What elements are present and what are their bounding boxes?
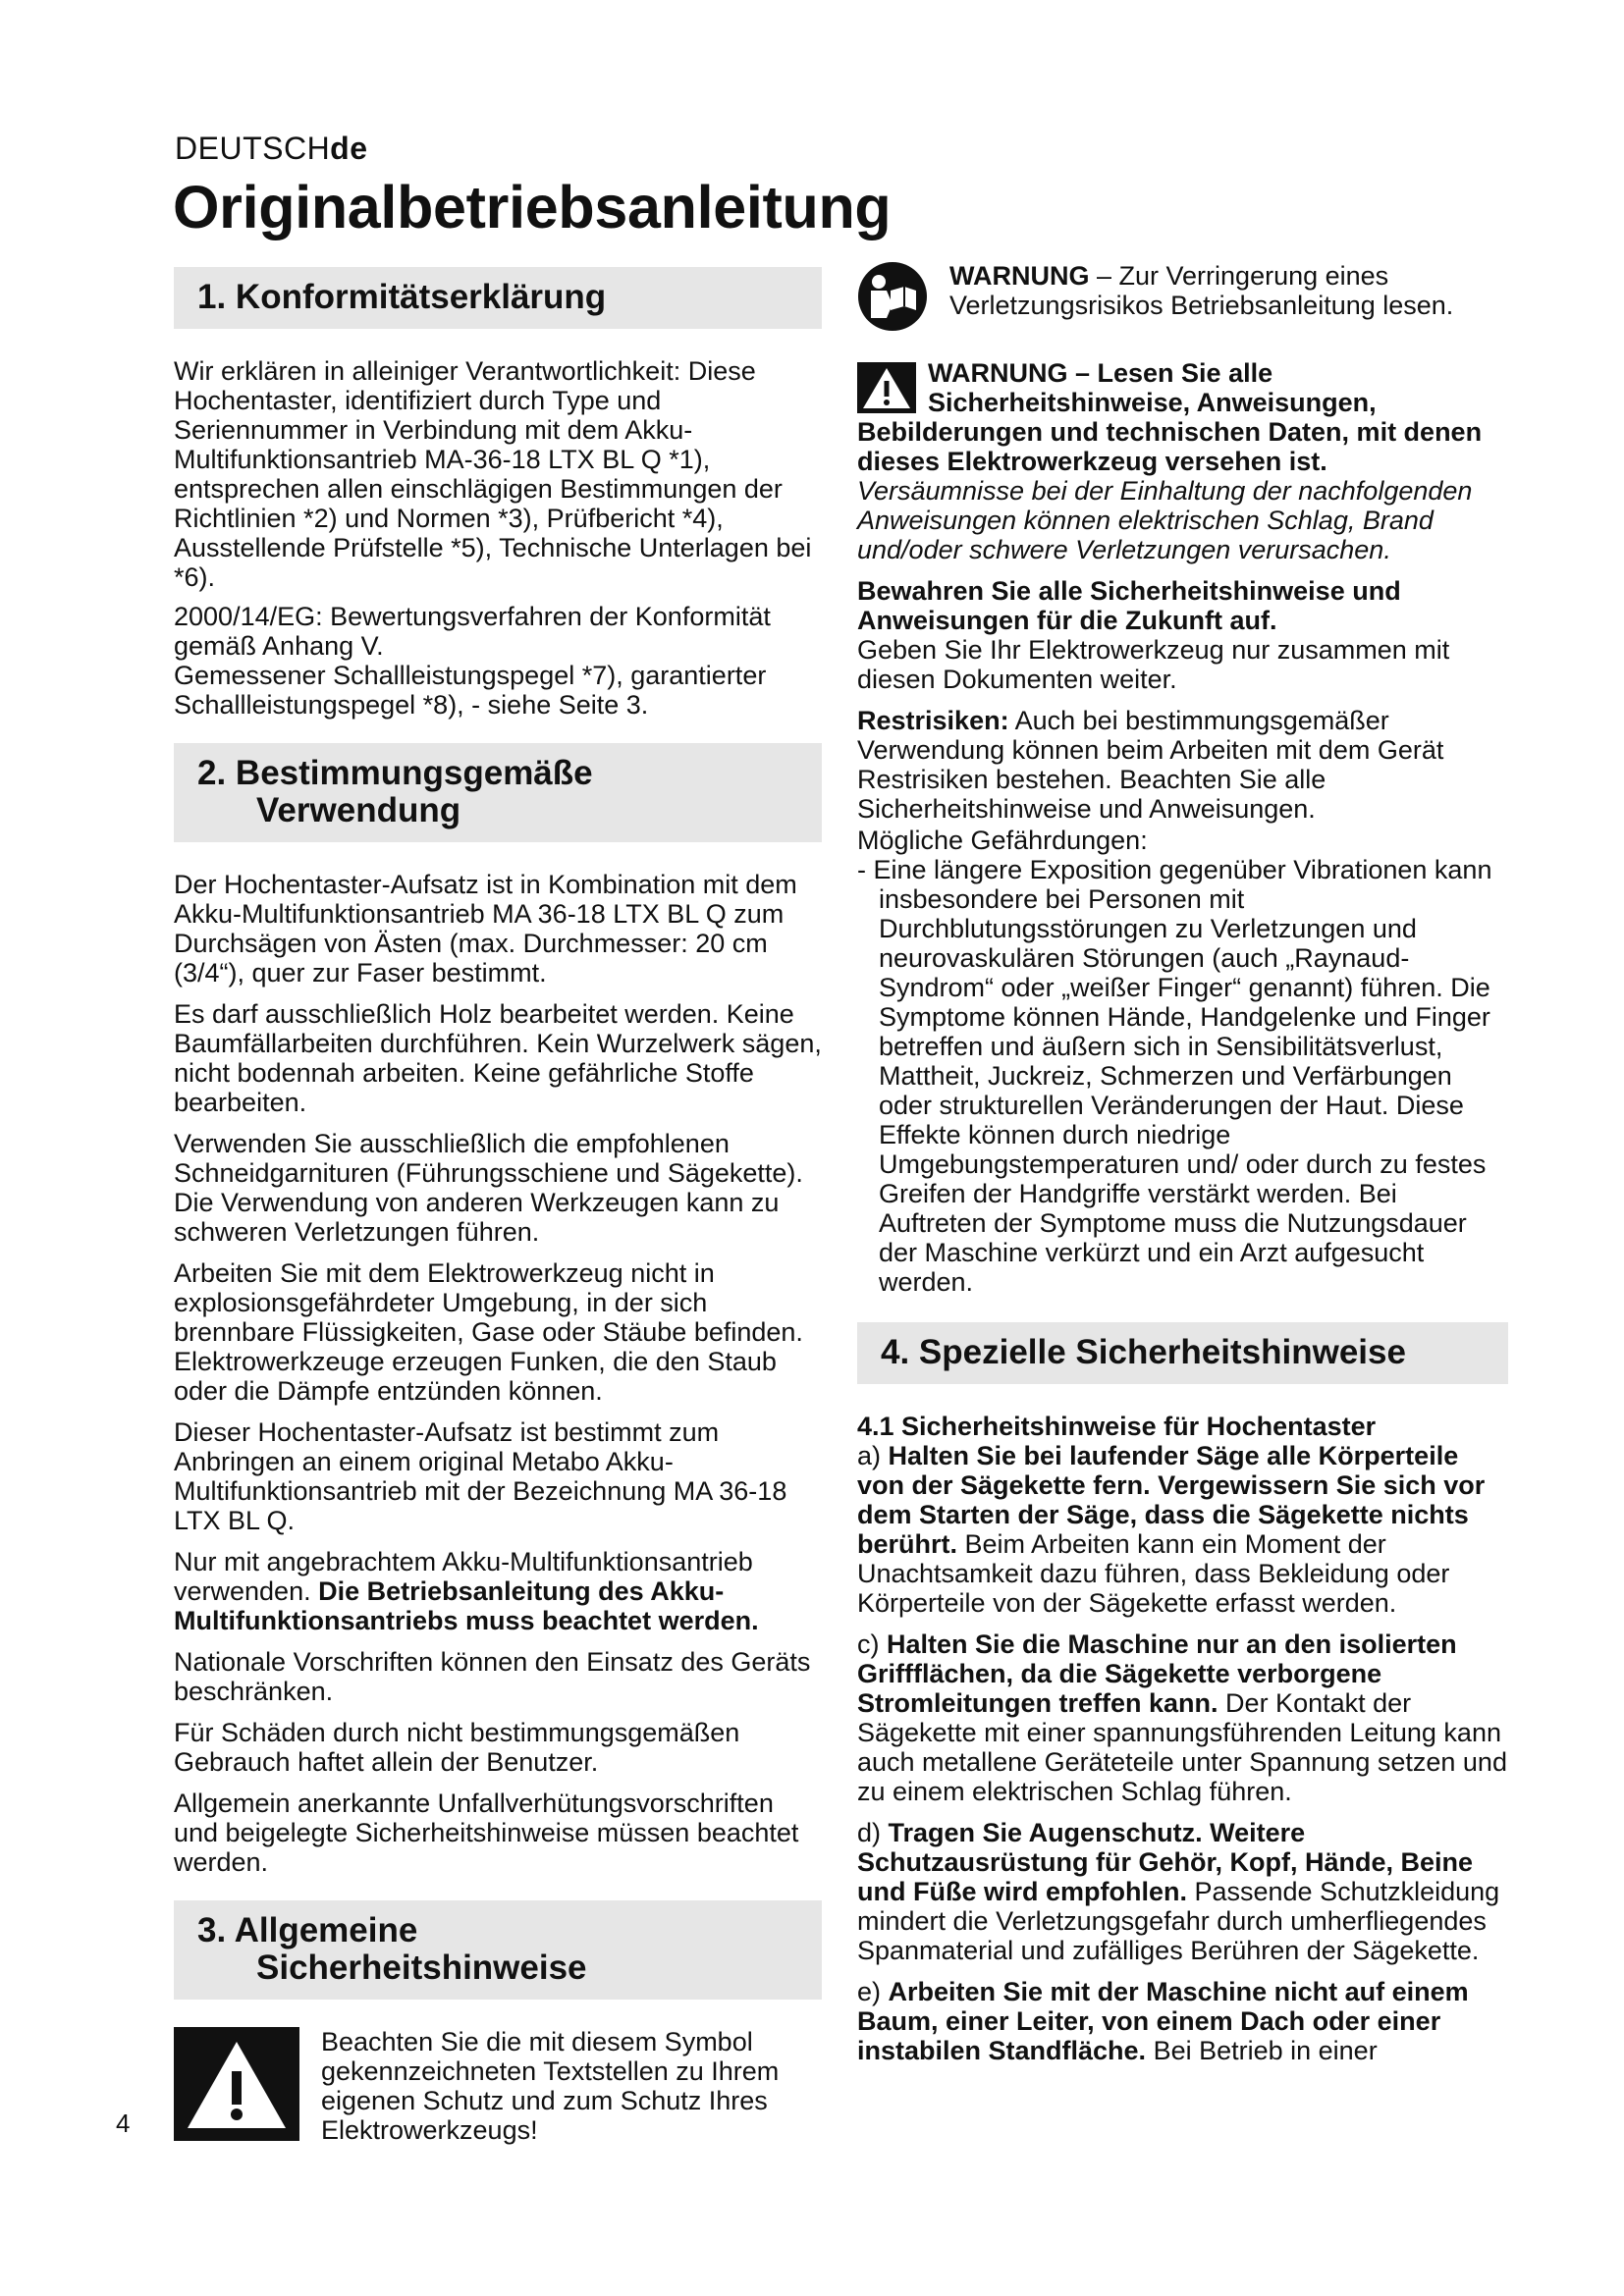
item-e: e) Arbeiten Sie mit der Maschine nicht auf einem Baum, einer Leiter, von einem Dach oder einer instabilen Standfläche. Bei Betrieb in einer	[857, 1977, 1469, 2065]
right-column	[857, 261, 1508, 2077]
warning-general	[857, 358, 1508, 564]
item-a: a) Halten Sie bei laufender Säge alle Körperteile von der Sägekette fern. Vergewissern Sie sich vor dem Starten der Säge, dass die Sägekette nichts berührt. Beim Arbeiten kann ein Moment der Unachtsamkeit dazu führen, dass Bekleidung oder Körperteile von der Sägekette erfasst werden.	[857, 1441, 1486, 1618]
s2-paragraph: Allgemein anerkannte Unfallverhütungsvorschriften und beigelegte Sicherheitshinweise müssen beachtet werden.	[174, 1789, 799, 1877]
section-3-heading: 3. Allgemeine Sicherheitshinweise	[174, 1900, 822, 2000]
warning-read-manual	[857, 261, 1508, 337]
read-manual-icon	[857, 261, 928, 337]
warning-general-bold: WARNUNG – Lesen Sie alle Sicherheitshinweise, Anweisungen, Bebilderungen und technischen Daten, mit denen dieses Elektrowerkzeug versehen ist.	[857, 358, 1483, 476]
s2-paragraph: Dieser Hochentaster-Aufsatz ist bestimmt zum Anbringen an einem original Metabo Akku-Multifunktionsantrieb mit der Bezeichnung MA 36-18 LTX BL Q.	[174, 1417, 787, 1535]
left-column	[174, 267, 822, 2159]
section-2-heading: 2. Bestimmungsgemäße Verwendung	[174, 743, 822, 842]
symbol-note-text: Beachten Sie die mit diesem Symbol gekennzeichneten Textstellen zu Ihrem eigenen Schutz und zum Schutz Ihres Elektrowerkzeugs!	[321, 2027, 780, 2145]
s2-paragraph: Für Schäden durch nicht bestimmungsgemäßen Gebrauch haftet allein der Benutzer.	[174, 1718, 740, 1777]
section-4-heading: 4. Spezielle Sicherheitshinweise	[857, 1322, 1508, 1384]
hazard-item: - Eine längere Exposition gegenüber Vibrationen kann insbesondere bei Personen mit Durchblutungsstörungen zu Verletzungen und neurovaskulären Störungen (auch „Raynaud-Syndrom“ oder „weißer Finger“ genannt) führen. Die Symptome können Hände, Handgelenke und Finger betreffen und äußern sich in Sensibilitätsverlust, Mattheit, Juckreiz, Schmerzen und Verfärbungen oder strukturellen Veränderungen der Haut. Diese Effekte können durch niedrige Umgebungstemperaturen und/ oder durch zu festes Greifen der Handgriffe verstärkt werden. Bei Auftreten der Symptome muss die Nutzungsdauer der Maschine verkürzt und ein Arzt aufgesucht werden.	[857, 855, 1492, 1297]
s2-paragraph-manual: Nur mit angebrachtem Akku-Multifunktionsantrieb verwenden. Die Betriebsanleitung des Akku-Multifunktionsantriebs muss beachtet werden.	[174, 1547, 759, 1635]
warning-triangle-icon	[174, 2027, 299, 2141]
residual-risks: Restrisiken: Auch bei bestimmungsgemäßer Verwendung können beim Arbeiten mit dem Gerät Restrisiken bestehen. Beachten Sie alle Sicherheitshinweise und Anweisungen.	[857, 706, 1444, 824]
s2-paragraph: Es darf ausschließlich Holz bearbeitet werden. Keine Baumfällarbeiten durchführen. Kein Wurzelwerk sägen, nicht bodennah arbeiten. Keine gefährliche Stoffe bearbeiten.	[174, 999, 822, 1117]
section-1-heading: 1. Konformitätserklärung	[174, 267, 822, 329]
symbol-note	[174, 2027, 822, 2145]
page-number: 4	[116, 2109, 131, 2138]
keep-instructions-text: Geben Sie Ihr Elektrowerkzeug nur zusammen mit diesen Dokumenten weiter.	[857, 635, 1450, 694]
s2-paragraph: Arbeiten Sie mit dem Elektrowerkzeug nicht in explosionsgefährdeter Umgebung, in der sich brennbare Flüssigkeiten, Gase oder Stäube befinden. Elektrowerkzeuge erzeugen Funken, die den Staub oder die Dämpfe entzünden können.	[174, 1258, 803, 1406]
s1-paragraph-3: Gemessener Schallleistungspegel *7), garantierter Schallleistungspegel *8), - siehe Seite 3.	[174, 661, 767, 720]
page-title: Originalbetriebsanleitung	[173, 174, 892, 240]
item-c: c) Halten Sie die Maschine nur an den isolierten Griffflächen, da die Sägekette verborgene Stromleitungen treffen kann. Der Kontakt der Sägekette mit einer spannungsführenden Leitung kann auch metallene Geräteteile unter Spannung setzen und zu einem elektrischen Schlag führen.	[857, 1629, 1507, 1806]
hazards-label: Mögliche Gefährdungen:	[857, 826, 1148, 855]
s2-paragraph: Der Hochentaster-Aufsatz ist in Kombination mit dem Akku-Multifunktionsantrieb MA 36-18 LTX BL Q zum Durchsägen von Ästen (max. Durchmesser: 20 cm (3/4“), quer zur Faser bestimmt.	[174, 870, 797, 988]
s2-paragraph: Nationale Vorschriften können den Einsatz des Geräts beschränken.	[174, 1647, 811, 1706]
warning-triangle-icon	[857, 362, 916, 413]
keep-instructions-bold: Bewahren Sie alle Sicherheitshinweise und Anweisungen für die Zukunft auf.	[857, 576, 1401, 635]
language-header: DEUTSCHde	[175, 131, 368, 166]
warning-read-manual-text: WARNUNG – Zur Verringerung eines Verletzungsrisikos Betriebsanleitung lesen.	[949, 261, 1454, 320]
warning-general-italic: Versäumnisse bei der Einhaltung der nachfolgenden Anweisungen können elektrischen Schlag, Brand und/oder schwere Verletzungen verursachen.	[857, 476, 1473, 564]
item-d: d) Tragen Sie Augenschutz. Weitere Schutzausrüstung für Gehör, Kopf, Hände, Beine und Füße wird empfohlen. Passende Schutzkleidung mindert die Verletzungsgefahr durch umherfliegendes Spanmaterial und zufälliges Berühren der Sägekette.	[857, 1818, 1500, 1965]
s2-paragraph: Verwenden Sie ausschließlich die empfohlenen Schneidgarnituren (Führungsschiene und Sägekette). Die Verwendung von anderen Werkzeugen kann zu schweren Verletzungen führen.	[174, 1129, 803, 1247]
s1-paragraph-2: 2000/14/EG: Bewertungsverfahren der Konformität gemäß Anhang V.	[174, 602, 771, 661]
s1-paragraph-1: Wir erklären in alleiniger Verantwortlichkeit: Diese Hochentaster, identifiziert durch Type und Seriennummer in Verbindung mit dem Akku-Multifunktionsantrieb MA-36-18 LTX BL Q *1), entsprechen allen einschlägigen Bestimmungen der Richtlinien *2) und Normen *3), Prüfbericht *4), Ausstellende Prüfstelle *5), Technische Unterlagen bei *6).	[174, 356, 812, 592]
subsection-4-1: 4.1 Sicherheitshinweise für Hochentaster	[857, 1412, 1377, 1441]
